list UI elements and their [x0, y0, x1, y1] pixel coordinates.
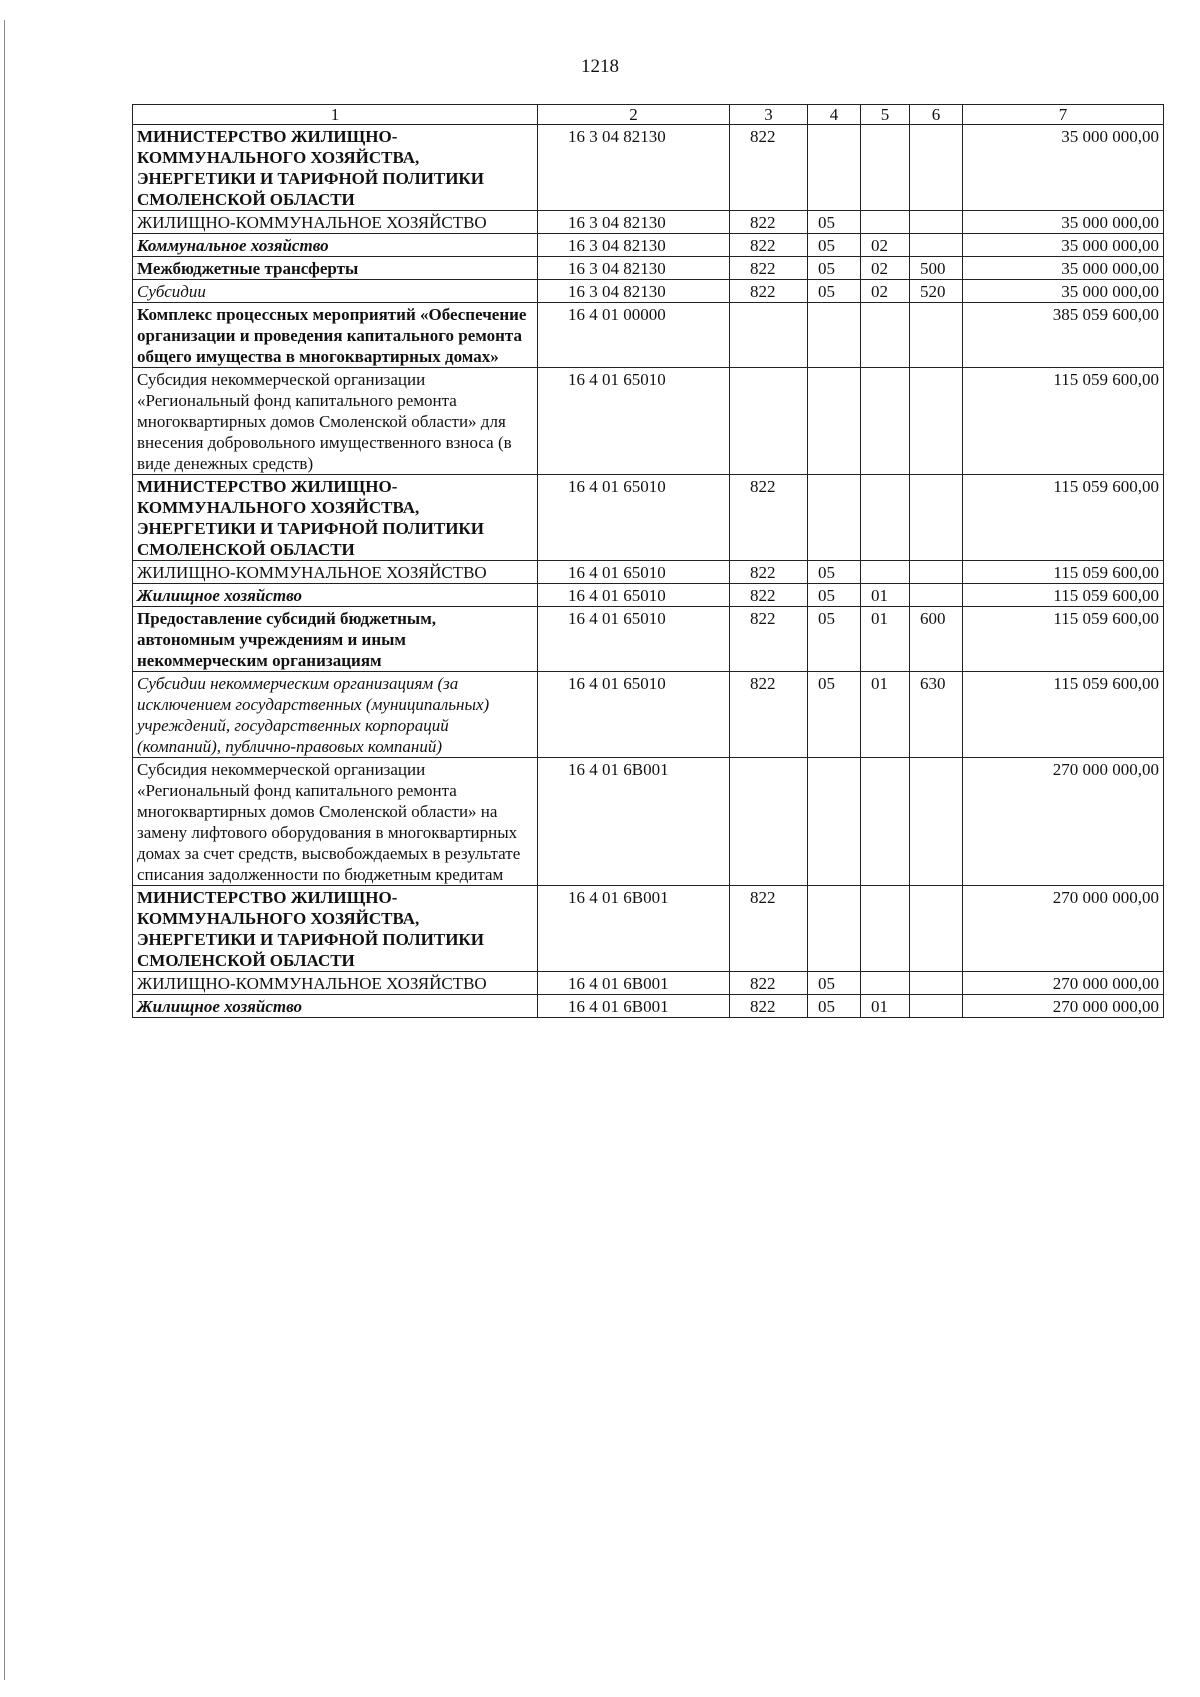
target-code: 16 4 01 65010 — [538, 584, 730, 607]
section-code — [808, 303, 861, 368]
row-name: ЖИЛИЩНО-КОММУНАЛЬНОЕ ХОЗЯЙСТВО — [133, 972, 538, 995]
expense-type-code — [910, 234, 963, 257]
target-code: 16 4 01 6В001 — [538, 995, 730, 1018]
subsection-code — [861, 972, 910, 995]
table-row — [133, 672, 1164, 758]
column-number: 5 — [861, 105, 910, 125]
page-number: 1218 — [581, 56, 619, 77]
row-name: Комплекс процессных мероприятий «Обеспечение организации и проведения капитального ремонта общего имущества в многоквартирных домах» — [133, 303, 538, 368]
subsection-code — [861, 758, 910, 886]
ministry-code: 822 — [730, 257, 808, 280]
ministry-code: 822 — [730, 211, 808, 234]
ministry-code: 822 — [730, 475, 808, 561]
section-code: 05 — [808, 211, 861, 234]
section-code: 05 — [808, 257, 861, 280]
expense-type-code — [910, 211, 963, 234]
target-code: 16 3 04 82130 — [538, 257, 730, 280]
expense-type-code: 630 — [910, 672, 963, 758]
expense-type-code: 600 — [910, 607, 963, 672]
subsection-code: 01 — [861, 584, 910, 607]
amount: 270 000 000,00 — [963, 758, 1164, 886]
subsection-code: 01 — [861, 995, 910, 1018]
table-row — [133, 758, 1164, 886]
amount: 115 059 600,00 — [963, 368, 1164, 475]
column-number: 6 — [910, 105, 963, 125]
table-row — [133, 211, 1164, 234]
row-name: ЖИЛИЩНО-КОММУНАЛЬНОЕ ХОЗЯЙСТВО — [133, 561, 538, 584]
budget-table-body — [133, 105, 1164, 1018]
table-row — [133, 368, 1164, 475]
amount: 35 000 000,00 — [963, 280, 1164, 303]
table-row — [133, 607, 1164, 672]
ministry-code — [730, 368, 808, 475]
section-code: 05 — [808, 584, 861, 607]
column-number: 3 — [730, 105, 808, 125]
section-code: 05 — [808, 280, 861, 303]
subsection-code — [861, 886, 910, 972]
section-code: 05 — [808, 995, 861, 1018]
amount: 115 059 600,00 — [963, 607, 1164, 672]
table-row — [133, 280, 1164, 303]
row-name: Предоставление субсидий бюджетным, автономным учреждениям и иным некоммерческим организациям — [133, 607, 538, 672]
expense-type-code — [910, 303, 963, 368]
budget-table — [132, 104, 1164, 1018]
subsection-code — [861, 125, 910, 211]
section-code — [808, 886, 861, 972]
ministry-code — [730, 303, 808, 368]
amount: 35 000 000,00 — [963, 125, 1164, 211]
row-name: Субсидия некоммерческой организации «Региональный фонд капитального ремонта многоквартирных домов Смоленской области» для внесения добровольного имущественного взноса (в виде денежных средств) — [133, 368, 538, 475]
expense-type-code — [910, 368, 963, 475]
column-number-row — [133, 105, 1164, 125]
target-code: 16 4 01 00000 — [538, 303, 730, 368]
table-row — [133, 561, 1164, 584]
amount: 385 059 600,00 — [963, 303, 1164, 368]
ministry-code: 822 — [730, 672, 808, 758]
ministry-code: 822 — [730, 125, 808, 211]
subsection-code — [861, 368, 910, 475]
column-number: 1 — [133, 105, 538, 125]
target-code: 16 4 01 6В001 — [538, 886, 730, 972]
row-name: МИНИСТЕРСТВО ЖИЛИЩНО-КОММУНАЛЬНОГО ХОЗЯЙСТВА, ЭНЕРГЕТИКИ И ТАРИФНОЙ ПОЛИТИКИ СМОЛЕНСКОЙ ОБЛАСТИ — [133, 475, 538, 561]
expense-type-code — [910, 584, 963, 607]
expense-type-code — [910, 995, 963, 1018]
row-name: Субсидии — [133, 280, 538, 303]
table-row — [133, 972, 1164, 995]
target-code: 16 3 04 82130 — [538, 125, 730, 211]
amount: 270 000 000,00 — [963, 886, 1164, 972]
section-code — [808, 475, 861, 561]
row-name: Субсидия некоммерческой организации «Региональный фонд капитального ремонта многоквартирных домов Смоленской области» на замену лифтового оборудования в многоквартирных домах за счет средств, высвобождаемых в результате списания задолженности по бюджетным кредитам — [133, 758, 538, 886]
expense-type-code: 520 — [910, 280, 963, 303]
amount: 35 000 000,00 — [963, 234, 1164, 257]
section-code: 05 — [808, 561, 861, 584]
expense-type-code — [910, 886, 963, 972]
row-name: Коммунальное хозяйство — [133, 234, 538, 257]
ministry-code: 822 — [730, 280, 808, 303]
ministry-code: 822 — [730, 561, 808, 584]
target-code: 16 4 01 65010 — [538, 561, 730, 584]
section-code: 05 — [808, 607, 861, 672]
ministry-code: 822 — [730, 607, 808, 672]
section-code: 05 — [808, 234, 861, 257]
subsection-code: 02 — [861, 257, 910, 280]
subsection-code — [861, 561, 910, 584]
subsection-code — [861, 475, 910, 561]
section-code: 05 — [808, 672, 861, 758]
table-row — [133, 886, 1164, 972]
section-code: 05 — [808, 972, 861, 995]
table-row — [133, 475, 1164, 561]
amount: 35 000 000,00 — [963, 257, 1164, 280]
row-name: Субсидии некоммерческим организациям (за исключением государственных (муниципальных) учреждений, государственных корпораций (компаний), публично-правовых компаний) — [133, 672, 538, 758]
ministry-code: 822 — [730, 972, 808, 995]
page-left-edge-line — [4, 20, 5, 1680]
target-code: 16 4 01 65010 — [538, 368, 730, 475]
amount: 35 000 000,00 — [963, 211, 1164, 234]
row-name: Межбюджетные трансферты — [133, 257, 538, 280]
subsection-code: 02 — [861, 234, 910, 257]
table-row — [133, 995, 1164, 1018]
expense-type-code — [910, 972, 963, 995]
amount: 115 059 600,00 — [963, 561, 1164, 584]
expense-type-code — [910, 561, 963, 584]
subsection-code: 01 — [861, 672, 910, 758]
subsection-code — [861, 303, 910, 368]
row-name: МИНИСТЕРСТВО ЖИЛИЩНО-КОММУНАЛЬНОГО ХОЗЯЙСТВА, ЭНЕРГЕТИКИ И ТАРИФНОЙ ПОЛИТИКИ СМОЛЕНСКОЙ ОБЛАСТИ — [133, 125, 538, 211]
subsection-code: 01 — [861, 607, 910, 672]
table-row — [133, 125, 1164, 211]
expense-type-code — [910, 758, 963, 886]
amount: 115 059 600,00 — [963, 672, 1164, 758]
column-number: 7 — [963, 105, 1164, 125]
subsection-code: 02 — [861, 280, 910, 303]
row-name: МИНИСТЕРСТВО ЖИЛИЩНО-КОММУНАЛЬНОГО ХОЗЯЙСТВА, ЭНЕРГЕТИКИ И ТАРИФНОЙ ПОЛИТИКИ СМОЛЕНСКОЙ ОБЛАСТИ — [133, 886, 538, 972]
target-code: 16 4 01 6В001 — [538, 758, 730, 886]
column-number: 4 — [808, 105, 861, 125]
expense-type-code — [910, 475, 963, 561]
table-row — [133, 303, 1164, 368]
ministry-code: 822 — [730, 234, 808, 257]
ministry-code: 822 — [730, 995, 808, 1018]
amount: 115 059 600,00 — [963, 475, 1164, 561]
table-row — [133, 257, 1164, 280]
amount: 270 000 000,00 — [963, 972, 1164, 995]
amount: 270 000 000,00 — [963, 995, 1164, 1018]
section-code — [808, 125, 861, 211]
row-name: ЖИЛИЩНО-КОММУНАЛЬНОЕ ХОЗЯЙСТВО — [133, 211, 538, 234]
target-code: 16 4 01 65010 — [538, 672, 730, 758]
target-code: 16 3 04 82130 — [538, 234, 730, 257]
target-code: 16 4 01 6В001 — [538, 972, 730, 995]
table-row — [133, 234, 1164, 257]
target-code: 16 3 04 82130 — [538, 211, 730, 234]
ministry-code — [730, 758, 808, 886]
section-code — [808, 758, 861, 886]
row-name: Жилищное хозяйство — [133, 584, 538, 607]
row-name: Жилищное хозяйство — [133, 995, 538, 1018]
expense-type-code — [910, 125, 963, 211]
amount: 115 059 600,00 — [963, 584, 1164, 607]
ministry-code: 822 — [730, 584, 808, 607]
subsection-code — [861, 211, 910, 234]
expense-type-code: 500 — [910, 257, 963, 280]
target-code: 16 3 04 82130 — [538, 280, 730, 303]
target-code: 16 4 01 65010 — [538, 607, 730, 672]
ministry-code: 822 — [730, 886, 808, 972]
column-number: 2 — [538, 105, 730, 125]
target-code: 16 4 01 65010 — [538, 475, 730, 561]
section-code — [808, 368, 861, 475]
table-row — [133, 584, 1164, 607]
